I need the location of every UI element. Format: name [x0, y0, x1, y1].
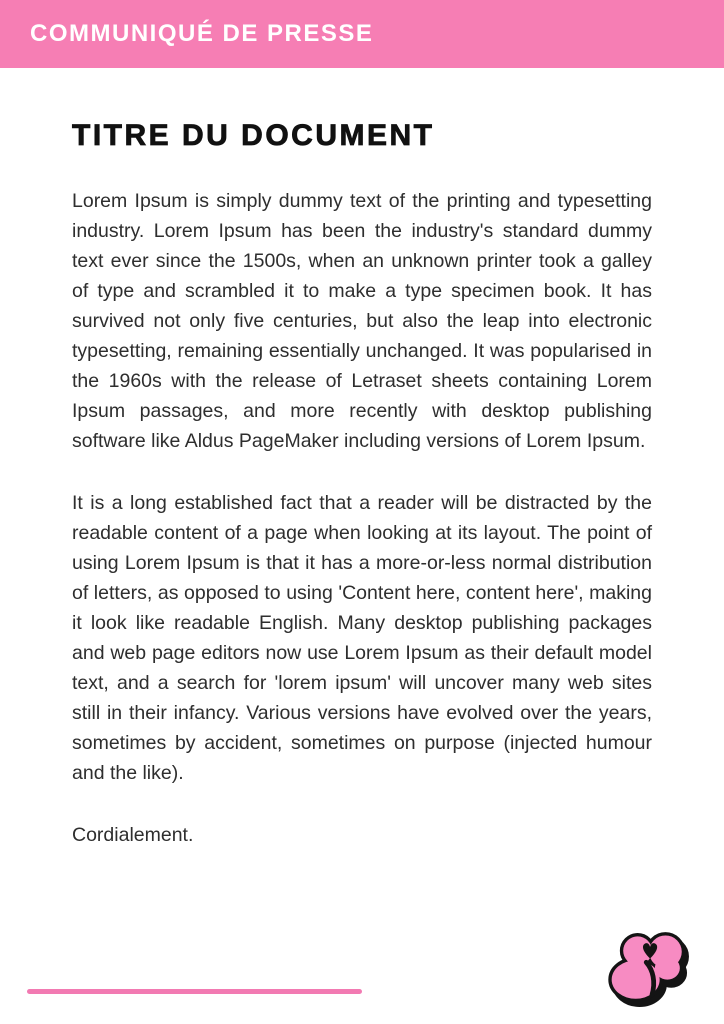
header-band — [0, 0, 724, 68]
header-label: COMMUNIQUÉ DE PRESSE — [30, 20, 374, 47]
paragraph-2: It is a long established fact that a reader will be distracted by the readable content of a page when looking at its layout. The point of using Lorem Ipsum is that it has a more-or-less normal distribution of letters, as opposed to using 'Content here, content here', making it look like readable English. Many desktop publishing packages and web page editors now use Lorem Ipsum as their default model text, and a search for 'lorem ipsum' will uncover many web sites still in their infancy. Various versions have evolved over the years, sometimes by accident, sometimes on purpose (injected humour and the like). — [72, 492, 652, 784]
footer-divider — [27, 989, 362, 994]
paragraph-1: Lorem Ipsum is simply dummy text of the printing and typesetting industry. Lorem Ipsum has been the industry's standard dummy text ever since the 1500s, when an unknown printer took a galley of type and scrambled it to make a type specimen book. It has survived not only five centuries, but also the leap into electronic typesetting, remaining essentially unchanged. It was popularised in the 1960s with the release of Letraset sheets containing Lorem Ipsum passages, and more recently with desktop publishing software like Aldus PageMaker including versions of Lorem Ipsum. — [72, 190, 652, 452]
closing-line: Cordialement. — [72, 824, 194, 846]
document-title: TITRE DU DOCUMENT — [72, 119, 435, 152]
s-heart-logo — [594, 922, 710, 1018]
document-body — [0, 68, 724, 850]
